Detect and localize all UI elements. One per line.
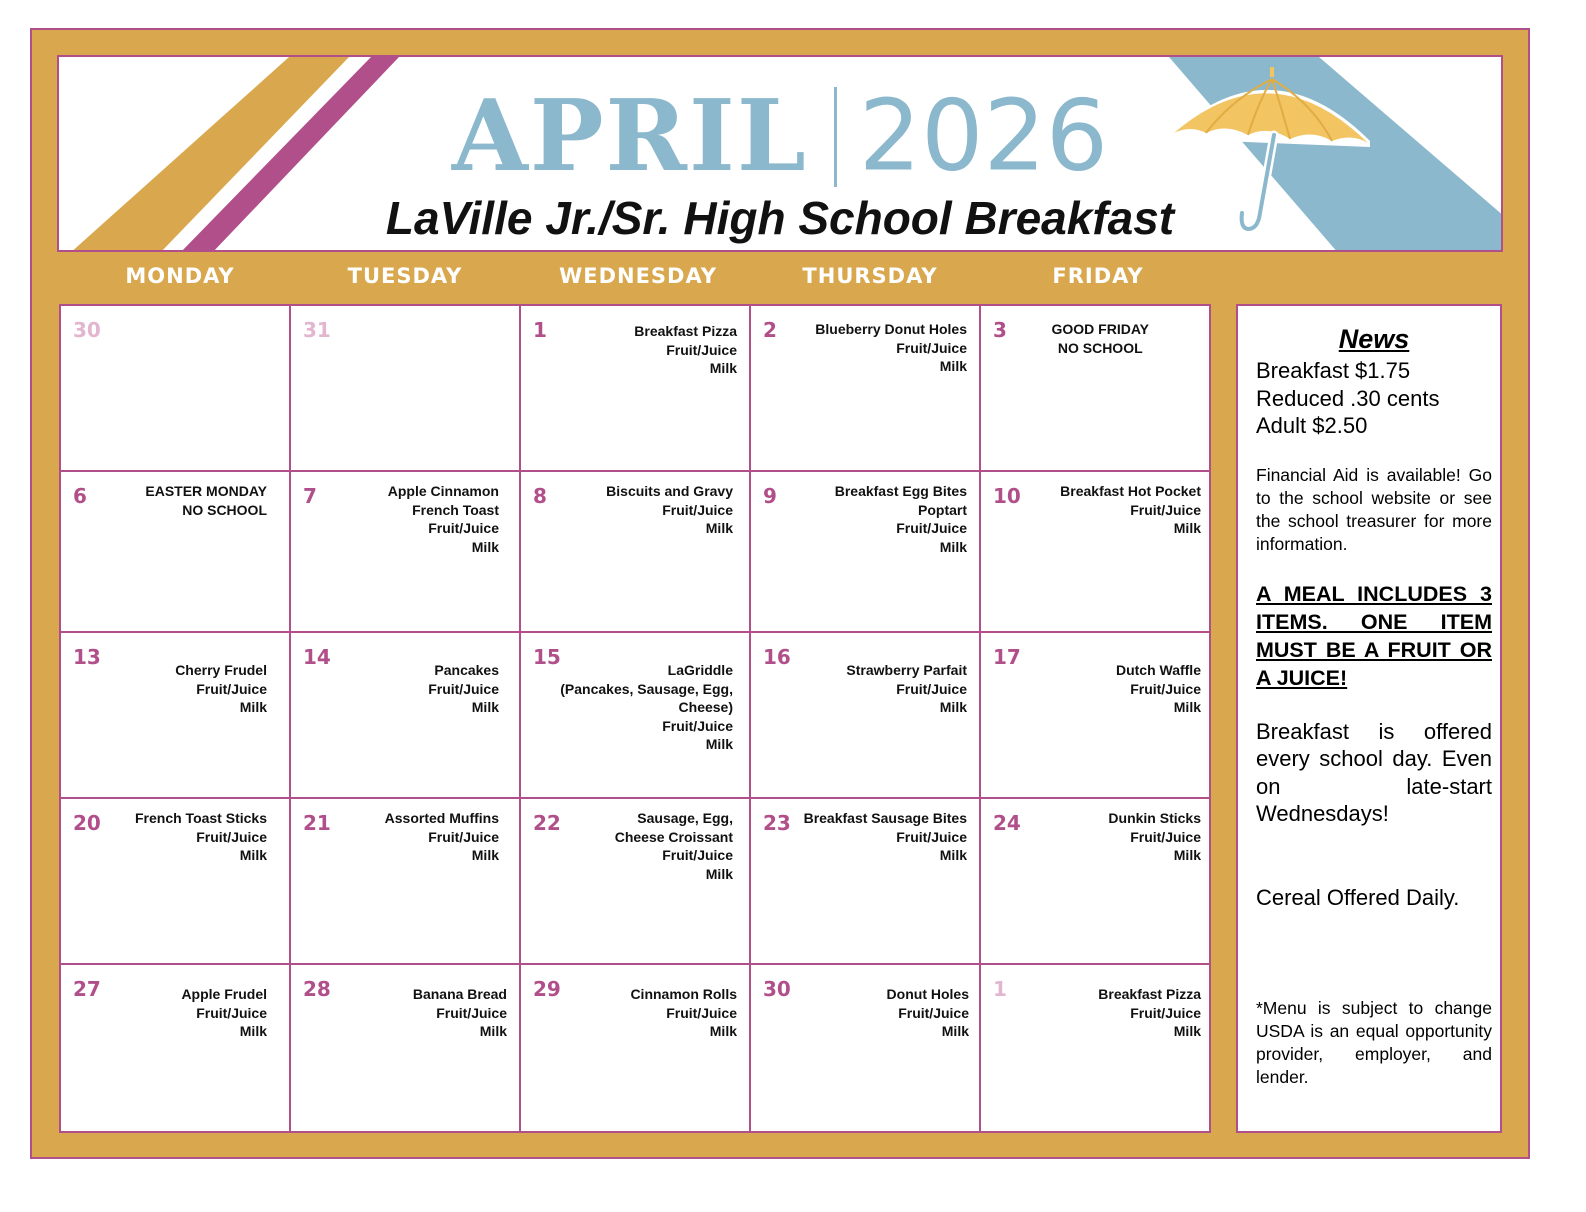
menu-item: Fruit/Juice <box>896 520 967 536</box>
menu-item: Milk <box>239 847 267 863</box>
menu-item: Fruit/Juice <box>898 1004 969 1021</box>
day-cell <box>751 633 981 799</box>
day-cell <box>61 472 291 633</box>
menu-item: Breakfast Pizza <box>634 323 737 339</box>
day-cell <box>521 472 751 633</box>
menu-items <box>606 482 733 538</box>
day-cell <box>751 965 981 1131</box>
day-number: 29 <box>533 977 561 1001</box>
menu-item: Fruit/Juice <box>1130 828 1201 845</box>
usda-disclaimer: *Menu is subject to change USDA is an equal opportunity provider, employer, and lender. <box>1256 998 1492 1087</box>
menu-item: Fruit/Juice <box>662 717 733 734</box>
menu-item: Fruit/Juice <box>662 847 733 863</box>
day-cell <box>521 633 751 799</box>
menu-item: Cheese) <box>678 699 733 715</box>
menu-item: (Pancakes, Sausage, Egg, <box>560 680 733 697</box>
menu-items <box>615 809 733 883</box>
menu-items <box>1060 482 1201 538</box>
menu-item: Banana Bread <box>412 986 507 1002</box>
day-number: 10 <box>993 484 1021 508</box>
menu-item: Fruit/Juice <box>1130 680 1201 697</box>
day-number: 20 <box>73 811 101 835</box>
menu-item: Milk <box>479 1023 507 1039</box>
day-number: 13 <box>73 645 101 669</box>
menu-items <box>560 661 733 754</box>
day-number: 1 <box>533 318 547 342</box>
day-number: 30 <box>73 318 101 342</box>
menu-item: Fruit/Juice <box>428 828 499 845</box>
day-cell <box>61 306 291 472</box>
menu-item: Dunkin Sticks <box>1108 810 1201 826</box>
menu-items <box>388 482 499 556</box>
day-cell <box>61 965 291 1131</box>
menu-items <box>1052 320 1150 357</box>
menu-item: Fruit/Juice <box>428 520 499 536</box>
weekday-thursday: THURSDAY <box>802 264 938 288</box>
day-cell <box>981 633 1209 799</box>
weekday-tuesday: TUESDAY <box>347 264 463 288</box>
menu-items <box>385 809 499 865</box>
menu-item: French Toast <box>412 501 499 518</box>
day-number: 15 <box>533 645 561 669</box>
menu-item: Breakfast Hot Pocket <box>1060 483 1201 499</box>
news-panel <box>1236 304 1502 1133</box>
menu-items <box>135 809 267 865</box>
menu-item: French Toast Sticks <box>134 810 267 826</box>
day-cell <box>981 799 1209 965</box>
day-cell <box>751 472 981 633</box>
menu-item: Breakfast Sausage Bites <box>803 810 967 826</box>
school-title: LaVille Jr./Sr. High School Breakfast <box>385 192 1175 244</box>
day-cell <box>981 306 1209 472</box>
header-banner <box>57 55 1503 252</box>
day-number: 7 <box>303 484 317 508</box>
day-number: 9 <box>763 484 777 508</box>
menu-item: Fruit/Juice <box>428 680 499 697</box>
day-number: 3 <box>993 318 1007 342</box>
menu-item: Milk <box>1173 520 1201 536</box>
day-number: 14 <box>303 645 331 669</box>
breakfast-offered-note: Breakfast is offered every school day. Even on late-start Wednesdays! <box>1256 718 1492 826</box>
menu-item: Fruit/Juice <box>196 680 267 697</box>
day-cell <box>751 799 981 965</box>
day-number: 1 <box>993 977 1007 1001</box>
day-number: 23 <box>763 811 791 835</box>
menu-item: Donut Holes <box>886 986 969 1002</box>
menu-item: Milk <box>1173 847 1201 863</box>
menu-item: Fruit/Juice <box>1130 501 1201 518</box>
day-number: 16 <box>763 645 791 669</box>
day-cell <box>521 306 751 472</box>
day-cell <box>291 472 521 633</box>
weekday-friday: FRIDAY <box>1052 264 1144 288</box>
day-cell <box>291 965 521 1131</box>
menu-item: Fruit/Juice <box>896 828 967 845</box>
day-cell <box>521 799 751 965</box>
day-number: 28 <box>303 977 331 1001</box>
weekday-wednesday: WEDNESDAY <box>559 264 717 288</box>
day-cell <box>751 306 981 472</box>
day-cell <box>291 799 521 965</box>
menu-item: Milk <box>939 847 967 863</box>
menu-items <box>634 322 737 378</box>
menu-items <box>835 482 967 556</box>
day-cell <box>61 633 291 799</box>
weekday-header-row <box>60 264 1210 294</box>
menu-item: Milk <box>939 358 967 374</box>
day-cell <box>291 633 521 799</box>
menu-item: Fruit/Juice <box>896 680 967 697</box>
menu-items <box>846 661 967 717</box>
menu-item: Milk <box>239 1023 267 1039</box>
menu-item: Milk <box>705 520 733 536</box>
menu-item: Cherry Frudel <box>175 662 267 678</box>
menu-item: Breakfast Egg Bites <box>834 483 967 499</box>
weekday-monday: MONDAY <box>125 264 235 288</box>
menu-item: Milk <box>709 360 737 376</box>
day-cell <box>521 965 751 1131</box>
menu-item: Milk <box>239 699 267 715</box>
year-title: 2026 <box>858 79 1109 194</box>
day-number: 17 <box>993 645 1021 669</box>
menu-item: Milk <box>705 736 733 752</box>
menu-item: NO SCHOOL <box>1057 339 1143 356</box>
menu-item: GOOD FRIDAY <box>1051 321 1149 337</box>
day-number: 8 <box>533 484 547 508</box>
menu-items <box>1098 985 1201 1041</box>
menu-item: Apple Cinnamon <box>387 483 499 499</box>
day-cell <box>981 472 1209 633</box>
menu-item: Fruit/Juice <box>436 1004 507 1021</box>
menu-item: Milk <box>705 865 733 882</box>
menu-item: Milk <box>709 1023 737 1039</box>
calendar-grid <box>59 304 1211 1133</box>
menu-items <box>175 661 267 717</box>
menu-item: Biscuits and Gravy <box>606 483 733 499</box>
day-number: 27 <box>73 977 101 1001</box>
menu-item: Fruit/Juice <box>196 1004 267 1021</box>
menu-item: Milk <box>471 699 499 715</box>
price-breakfast: Breakfast $1.75 <box>1256 358 1411 383</box>
menu-item: Dutch Waffle <box>1115 662 1201 678</box>
menu-item: Cinnamon Rolls <box>630 986 737 1002</box>
menu-items <box>1116 661 1201 717</box>
cereal-note: Cereal Offered Daily. <box>1256 884 1460 910</box>
menu-items <box>815 320 967 376</box>
menu-item: Blueberry Donut Holes <box>815 321 967 337</box>
menu-items <box>428 661 499 717</box>
menu-item: Milk <box>471 847 499 863</box>
day-number: 6 <box>73 484 87 508</box>
day-number: 24 <box>993 811 1021 835</box>
menu-items <box>804 809 967 865</box>
menu-item: Cheese Croissant <box>614 828 733 845</box>
day-number: 30 <box>763 977 791 1001</box>
menu-item: Poptart <box>918 501 967 518</box>
menu-items <box>1108 809 1201 865</box>
menu-item: Fruit/Juice <box>666 1004 737 1021</box>
menu-item: EASTER MONDAY <box>145 483 267 499</box>
menu-item: Apple Frudel <box>181 986 267 1002</box>
day-cell <box>291 306 521 472</box>
menu-items <box>181 985 267 1041</box>
menu-item: Milk <box>941 1023 969 1039</box>
day-cell <box>61 799 291 965</box>
umbrella-icon <box>1162 63 1382 248</box>
price-reduced: Reduced .30 cents <box>1256 385 1440 411</box>
day-cell <box>981 965 1209 1131</box>
menu-item: Milk <box>1173 699 1201 715</box>
menu-item: LaGriddle <box>667 662 733 678</box>
menu-item: Fruit/Juice <box>196 828 267 845</box>
menu-items <box>145 482 267 519</box>
menu-item: Fruit/Juice <box>666 341 737 358</box>
menu-items <box>413 985 507 1041</box>
menu-item: NO SCHOOL <box>182 501 267 518</box>
title-divider <box>834 87 837 187</box>
meal-rule: A MEAL INCLUDES 3 ITEMS. ONE ITEM MUST BE A FRUIT OR A JUICE! <box>1256 581 1492 690</box>
menu-item: Fruit/Juice <box>896 339 967 356</box>
financial-aid-note: Financial Aid is available! Go to the school website or see the school treasurer for more information. <box>1256 464 1492 554</box>
menu-item: Pancakes <box>434 662 499 678</box>
menu-item: Milk <box>939 699 967 715</box>
menu-item: Assorted Muffins <box>384 810 499 826</box>
menu-items <box>630 985 737 1041</box>
day-number: 31 <box>303 318 331 342</box>
day-number: 21 <box>303 811 331 835</box>
price-adult: Adult $2.50 <box>1256 413 1368 438</box>
news-title: News <box>1338 324 1410 354</box>
menu-item: Sausage, Egg, <box>637 810 733 826</box>
menu-item: Fruit/Juice <box>662 501 733 518</box>
menu-item: Milk <box>471 538 499 555</box>
menu-items <box>887 985 969 1041</box>
menu-item: Breakfast Pizza <box>1098 986 1201 1002</box>
day-number: 2 <box>763 318 777 342</box>
day-number: 22 <box>533 811 561 835</box>
menu-item: Strawberry Parfait <box>846 662 967 678</box>
month-title: APRIL <box>451 79 808 194</box>
menu-item: Milk <box>939 538 967 555</box>
menu-item: Fruit/Juice <box>1130 1004 1201 1021</box>
menu-item: Milk <box>1173 1023 1201 1039</box>
